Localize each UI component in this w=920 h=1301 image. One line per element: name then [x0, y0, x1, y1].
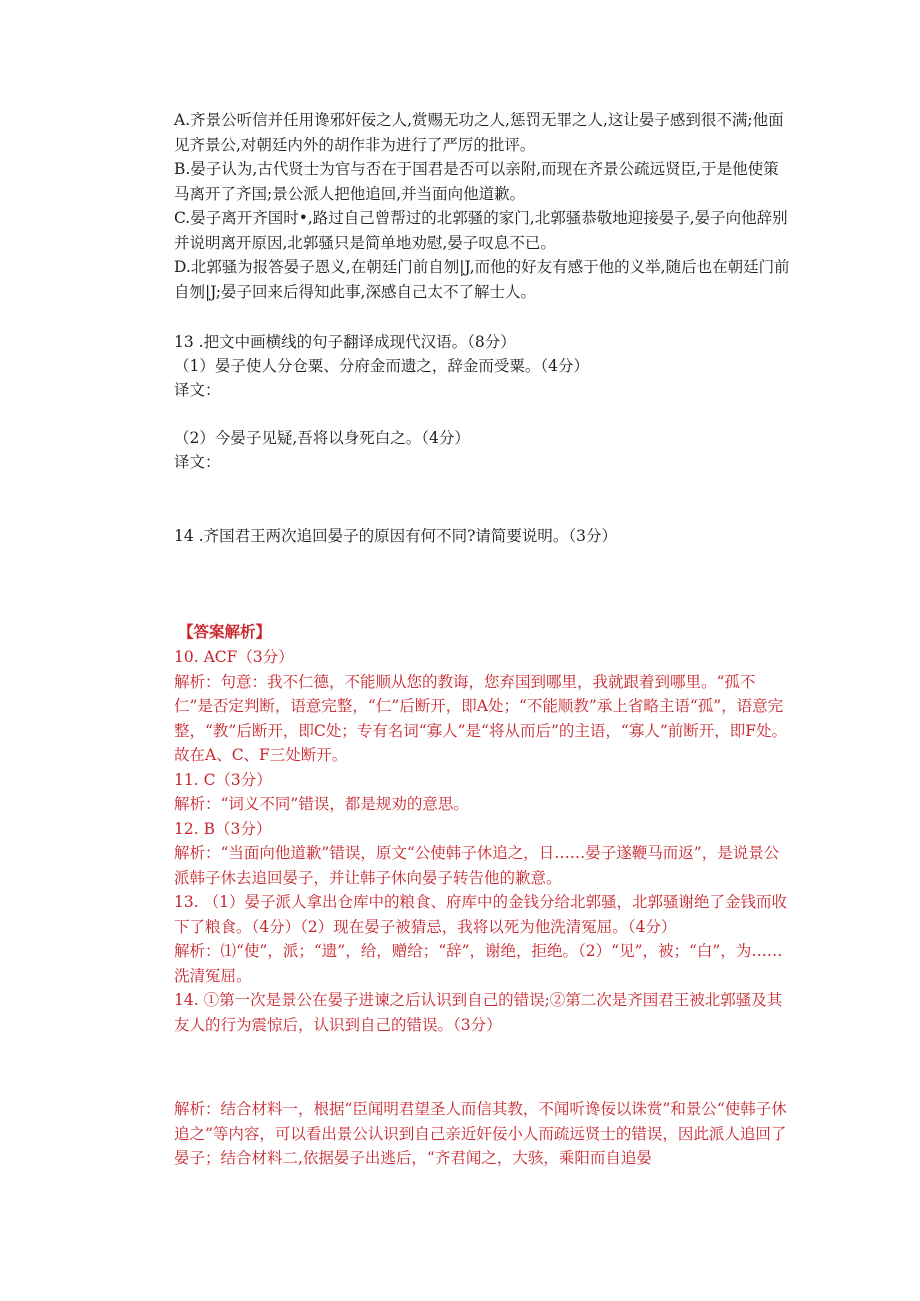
- answer-header: 【答案解析】: [178, 622, 272, 641]
- answer-12: 12. B（3分）: [174, 819, 272, 838]
- q13-sub1-label: 译文：: [174, 381, 221, 399]
- answer-14: 14. ①第一次是景公在晏子进谏之后认识到自己的错误;②第二次是齐国君王被北郭骚及其友人的行为震惊后，认识到自己的错误。（3分）: [174, 991, 783, 1034]
- q13-sub2-label: 译文：: [174, 453, 221, 471]
- option-c: C.晏子离开齐国时•,路过自己曾帮过的北郭骚的家门,北郭骚恭敬地迎接晏子,晏子向他辞别并说明离开原因,北郭骚只是简单地劝慰,晏子叹息不已。: [174, 209, 788, 252]
- answer-10-explanation: 解析：句意：我不仁德，不能顺从您的教诲，您弃国到哪里，我就跟着到哪里。“孤不仁”是否定判断，语意完整，“仁”后断开，即A处；“不能顺教”承上省略主语“孤”，语意完整，“教”后断开，即C处；专有名词“寡人”是“将从而后”的主语，“寡人”前断开，即F处。故在A、C、F三处断开。: [174, 672, 788, 764]
- options-block: [174, 108, 790, 304]
- option-a: A.齐景公听信并任用谗邪奸佞之人,赏赐无功之人,惩罚无罪之人,这让晏子感到很不满;他面见齐景公,对朝廷内外的胡作非为进行了严厉的批评。: [174, 111, 784, 154]
- q13-title: 13 .把文中画横线的句子翻译成现代汉语。（8分）: [174, 333, 516, 351]
- option-d: D.北郭骚为报答晏子恩义,在朝廷门前自刎|J,而他的好友有感于他的义举,随后也在朝廷门前自刎|J;晏子回来后得知此事,深感自己太不了解士人。: [174, 258, 790, 301]
- answer-13-explanation: 解析：⑴“使”，派；“遗”，给，赠给；“辞”，谢绝，拒绝。（2）“见”，被；“白”，为……洗清冤屈。: [174, 942, 783, 985]
- answer-13: 13. （1）晏子派人拿出仓库中的粮食、府库中的金钱分给北郭骚，北郭骚谢绝了金钱而收下了粮食。（4分）（2）现在晏子被猜忌，我将以死为他洗清冤屈。（4分）: [174, 893, 787, 936]
- q13-sub2: （2）今晏子见疑,吾将以身死白之。（4分）: [174, 429, 470, 447]
- answer-11: 11. C（3分）: [174, 770, 272, 789]
- answer-10: 10. ACF（3分）: [174, 648, 294, 666]
- answer-14-explanation-block: [174, 1097, 790, 1171]
- answer-11-explanation: 解析：“词义不同”错误，都是规劝的意思。: [174, 795, 469, 813]
- q14-title: 14 .齐国君王两次追回晏子的原因有何不同?请简要说明。（3分）: [174, 527, 618, 545]
- answers-block: [174, 645, 790, 1037]
- q13-sub1: （1）晏子使人分仓粟、分府金而遗之，辞金而受粟。（4分）: [174, 357, 589, 375]
- answer-12-explanation: 解析：“当面向他道歉”错误，原文“公使韩子休追之，日……晏子遂鞭马而返”，是说景公派韩子休去追回晏子，并让韩子休向晏子转告他的歉意。: [174, 844, 780, 887]
- answer-14-explanation: 解析：结合材料一，根据“臣闻明君望圣人而信其教，不闻听谗佞以诛赏”和景公“使韩子休追之”等内容，可以看出景公认识到自己亲近奸佞小人而疏远贤士的错误，因此派人追回了晏子；结合材料二,依据晏子出逃后，“齐君闻之，大骇，乘阳而自追晏: [174, 1100, 787, 1167]
- option-b: B.晏子认为,古代贤士为官与否在于国君是否可以亲附,而现在齐景公疏远贤臣,于是他使策马离开了齐国;景公派人把他追回,并当面向他道歉。: [174, 160, 779, 203]
